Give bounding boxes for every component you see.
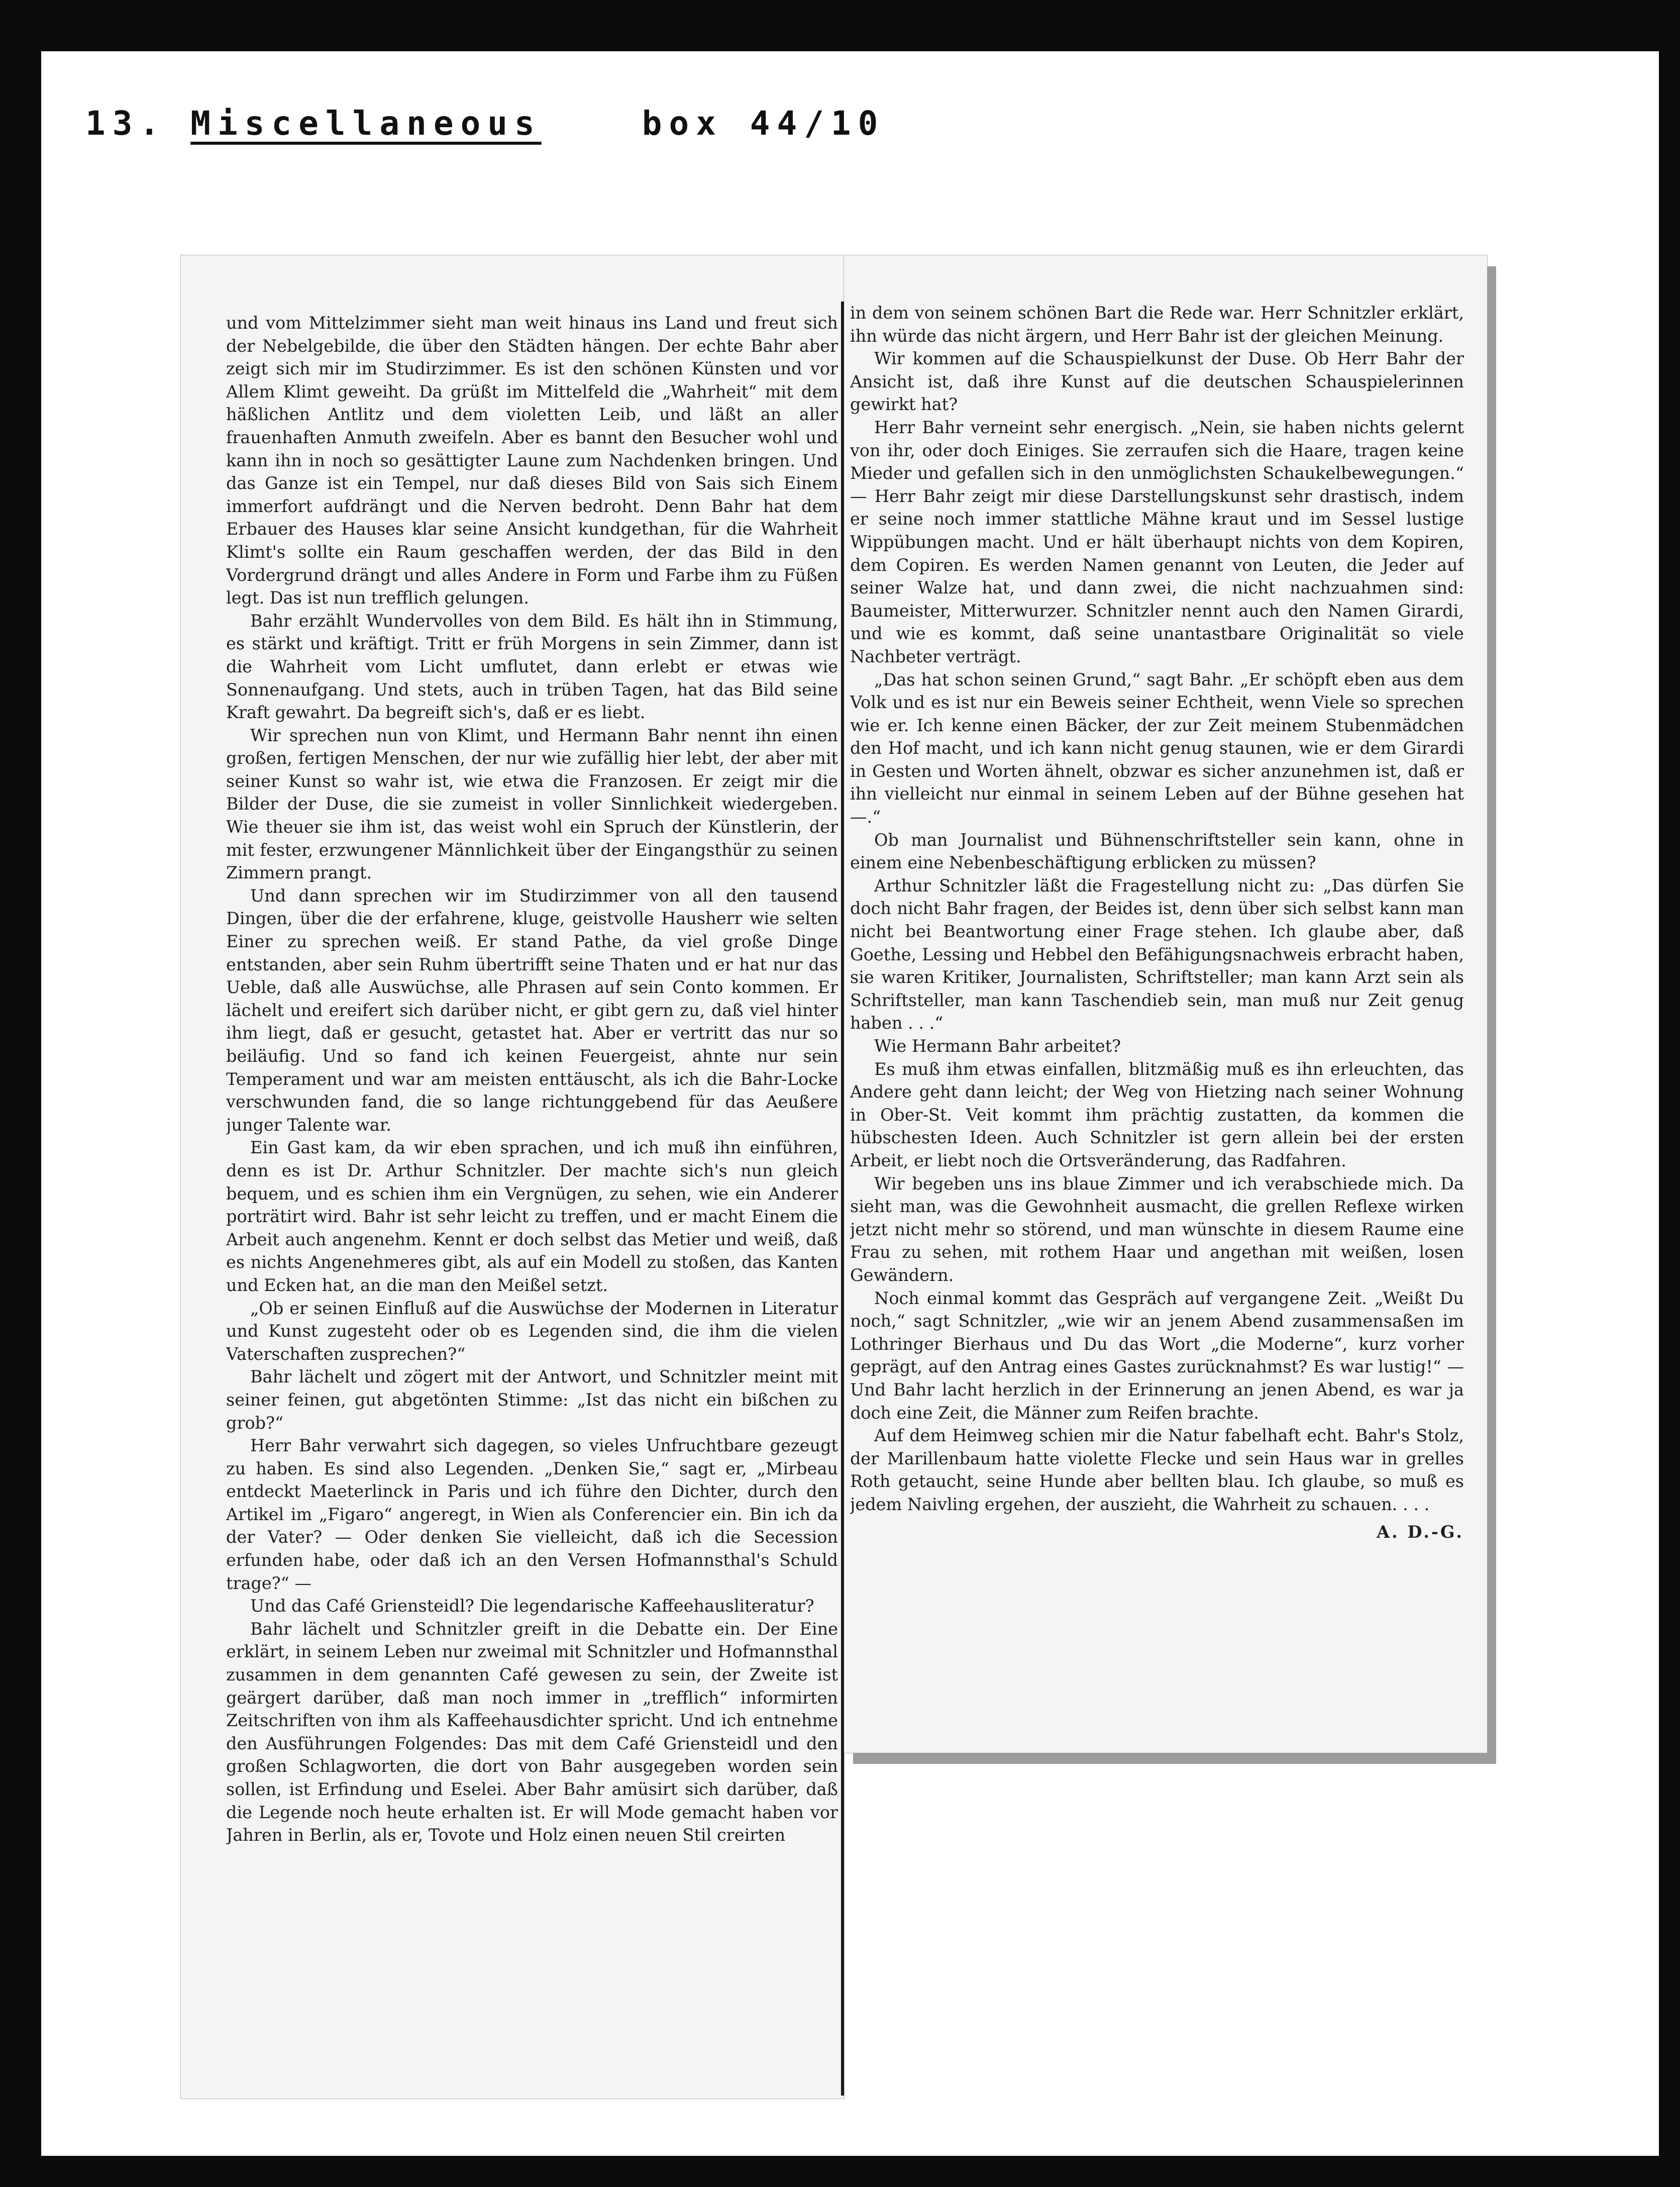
paragraph: Bahr lächelt und zögert mit der Antwort, und Schnitzler meint mit seiner feinen, gut abgetönten Stimme: „Ist das nicht ein bißchen zu grob?“ bbox=[226, 1367, 838, 1433]
article-column-2 bbox=[850, 302, 1464, 1749]
paragraph: Ob man Journalist und Bühnenschriftsteller sein kann, ohne in einem eine Nebenbeschäftigung erblicken zu müssen? bbox=[850, 830, 1464, 873]
clipping-cut-edge bbox=[841, 302, 844, 2096]
paragraph: Bahr lächelt und Schnitzler greift in die Debatte ein. Der Eine erklärt, in seinem Leben nur zweimal mit Schnitzler und Hofmannsthal zusammen in dem genannten Café gewesen zu sein, der Zweite ist geärgert darüber, daß man noch immer in „trefflich“ informirten Zeitschriften von ihm als Kaffeehausdichter spricht. Und ich entnehme den Ausführungen Folgendes: Das mit dem Café Griensteidl und den großen Schlagworten, die dort von Bahr ausgegeben worden sein sollen, ist Erfindung und Eselei. Aber Bahr amüsirt sich darüber, daß die Legende noch heute erhalten ist. Er will Mode gemacht haben vor Jahren in Berlin, als er, Tovote und Holz einen neuen Stil creirten bbox=[226, 1619, 838, 1845]
paragraph: Bahr erzählt Wundervolles von dem Bild. Es hält ihn in Stimmung, es stärkt und kräftigt. Tritt er früh Morgens in sein Zimmer, dann ist die Wahrheit vom Licht umflutet, dann erlebt er etwas wie Sonnenaufgang. Und stets, auch in trüben Tagen, hat das Bild seine Kraft gewahrt. Da begreift sich's, daß er es liebt. bbox=[226, 611, 838, 723]
paragraph: „Ob er seinen Einfluß auf die Auswüchse der Modernen in Literatur und Kunst zugesteht oder ob es Legenden sind, die ihm die vielen Vaterschaften zusprechen?“ bbox=[226, 1298, 838, 1364]
paragraph: Wie Hermann Bahr arbeitet? bbox=[874, 1036, 1121, 1056]
folder-number: 13. bbox=[85, 104, 167, 143]
paragraph: und vom Mittelzimmer sieht man weit hinaus ins Land und freut sich der Nebelgebilde, die über den Städten hängen. Der echte Bahr aber zeigt sich mir im Studirzimmer. Es ist den schönen Künsten und vor Allem Klimt geweiht. Da grüßt im Mittelfeld die „Wahrheit“ mit dem häßlichen Antlitz und dem violetten Leib, und läßt an aller frauenhaften Anmuth zweifeln. Aber es bannt den Besucher wohl und kann ihn in noch so gesättigter Laune zum Nachdenken bringen. Und das Ganze ist ein Tempel, nur daß dieses Bild von Sais sich Einem immerfort aufdrängt und die Nerven bedroht. Denn Bahr hat dem Erbauer des Hauses klar seine Ansicht kundgethan, für die Wahrheit Klimt's sollte ein Raum geschaffen werden, der das Bild in den Vordergrund drängt und alles Andere in Form und Farbe ihm zu Füßen legt. Das ist nun trefflich gelungen. bbox=[226, 313, 838, 608]
paragraph: „Das hat schon seinen Grund,“ sagt Bahr. „Er schöpft eben aus dem Volk und es ist nur ein Beweis seiner Echtheit, wenn Viele so sprechen wie er. Ich kenne einen Bäcker, der zur Zeit meinem Stubenmädchen den Hof macht, und ich kann nicht genug staunen, wie er dem Girardi in Gesten und Worten ähnelt, obzwar es sicher anzunehmen ist, daß er ihn vielleicht nur einmal in seinem Leben auf der Bühne gesehen hat —.“ bbox=[850, 669, 1464, 827]
paragraph: Auf dem Heimweg schien mir die Natur fabelhaft echt. Bahr's Stolz, der Marillenbaum hatte violette Flecke und sein Haus war in grelles Roth getaucht, seine Hunde aber bellten blau. Ich glaube, so muß es jedem Naivling ergehen, der auszieht, die Wahrheit zu schauen. . . . bbox=[850, 1426, 1464, 1514]
paragraph: Wir sprechen nun von Klimt, und Hermann Bahr nennt ihn einen großen, fertigen Menschen, der nur wie zufällig hier lebt, der aber mit seiner Kunst so wahr ist, wie etwa die Franzosen. Er zeigt mir die Bilder der Duse, die sie zumeist in voller Sinnlichkeit wiedergeben. Wie theuer sie ihm ist, das weist wohl ein Spruch der Künstlerin, der mit fester, erzwungener Männlichkeit über der Eingangsthür zu seinen Zimmern prangt. bbox=[226, 725, 838, 883]
paragraph: Ein Gast kam, da wir eben sprachen, und ich muß ihn einführen, denn es ist Dr. Arthur Schnitzler. Der machte sich's nun gleich bequem, und es schien ihm ein Vergnügen, zu sehen, wie ein Anderer porträtirt wird. Bahr ist sehr leicht zu treffen, und er macht Einem die Arbeit auch angenehm. Kennt er doch selbst das Metier und weiß, daß es nichts Angenehmeres gibt, als auf ein Modell zu stoßen, das Kanten und Ecken hat, an die man den Meißel setzt. bbox=[226, 1138, 838, 1295]
paragraph: Und dann sprechen wir im Studirzimmer von all den tausend Dingen, über die der erfahrene, kluge, geistvolle Hausherr wie selten Einer zu sprechen weiß. Er stand Pathe, da viel große Dinge entstanden, aber sein Ruhm übertrifft seine Thaten und er hat nur das Ueble, daß alle Auswüchse, alle Phrasen auf sein Conto kommen. Er lächelt und ereifert sich darüber nicht, er gibt gern zu, daß viel hinter ihm liegt, daß er gesucht, getastet hat. Aber er vertritt das nur so beiläufig. Und so fand ich keinen Feuergeist, ahnte nur sein Temperament und war am meisten enttäuscht, als ich die Bahr-Locke verschwunden fand, die so lange richtunggebend für das Aeußere junger Talente war. bbox=[226, 885, 838, 1135]
signature-line bbox=[850, 1521, 1464, 1544]
paragraph: Noch einmal kommt das Gespräch auf vergangene Zeit. „Weißt Du noch,“ sagt Schnitzler, „wie wir an jenem Abend zusammensaßen im Lothringer Bierhaus und Du das Wort „die Moderne“, kurz vorher geprägt, auf den Antrag eines Gastes zurücknahmst? Es war lustig!“ — Und Bahr lacht herzlich in der Erinnerung an jenen Abend, es war ja doch eine Zeit, die Männer zum Reifen brachte. bbox=[850, 1288, 1464, 1423]
paragraph: Wir kommen auf die Schauspielkunst der Duse. Ob Herr Bahr der Ansicht ist, daß ihre Kunst auf die deutschen Schauspielerinnen gewirkt hat? bbox=[850, 349, 1464, 415]
article-column-1 bbox=[226, 312, 838, 2091]
paragraph: Es muß ihm etwas einfallen, blitzmäßig muß es ihn erleuchten, das Andere geht dann leicht; der Weg von Hietzing nach seiner Wohnung in Ober-St. Veit kommt ihm prächtig zustatten, da kommen die hübschesten Ideen. Auch Schnitzler ist gern allein bei der ersten Arbeit, er liebt noch die Ortsveränderung, das Radfahren. bbox=[850, 1059, 1464, 1170]
paragraph: Herr Bahr verneint sehr energisch. „Nein, sie haben nichts gelernt von ihr, oder doch Einiges. Sie zerraufen sich die Haare, tragen keine Mieder und gefallen sich in den unmöglichsten Schaukelbewegungen.“ — Herr Bahr zeigt mir diese Darstellungskunst sehr drastisch, indem er seine noch immer stattliche Mähne kraut und im Sessel lustige Wippübungen macht. Und er hält überhaupt nichts von dem Kopiren, dem Copiren. Es werden Namen genannt von Leuten, die Jeder auf seiner Walze hat, und dann zwei, die nicht nachzuahmen sind: Baumeister, Mitterwurzer. Schnitzler nennt auch den Namen Girardi, und wie es kommt, daß seine unantastbare Originalität so viele Nachbeter verträgt. bbox=[850, 417, 1464, 666]
paragraph: Und das Café Griensteidl? Die legendarische Kaffeehausliteratur? bbox=[250, 1596, 814, 1616]
paragraph: Wir begeben uns ins blaue Zimmer und ich verabschiede mich. Da sieht man, was die Gewohnheit ausmacht, die grellen Reflexe wirken jetzt nicht mehr so störend, und man wünschte in diesem Raume eine Frau zu sehen, mit rothem Haar und angethan mit weißen, losen Gewändern. bbox=[850, 1173, 1464, 1285]
paragraph: in dem von seinem schönen Bart die Rede war. Herr Schnitzler erklärt, ihn würde das nicht ärgern, und Herr Bahr ist der gleichen Meinung. bbox=[850, 303, 1464, 346]
author-signature: A. D.-G. bbox=[1377, 1522, 1464, 1542]
paragraph: Arthur Schnitzler läßt die Fragestellung nicht zu: „Das dürfen Sie doch nicht Bahr fragen, der Beides ist, denn über sich selbst kann man nicht bei Beantwortung einer Frage stehen. Ich glaube aber, daß Goethe, Lessing und Hebbel den Befähigungsnachweis erbracht haben, sie waren Kritiker, Journalisten, Schriftsteller; man kann Arzt sein als Schriftsteller, man kann Taschendieb sein, man muß nur Zeit genug haben . . .“ bbox=[850, 875, 1464, 1033]
box-label: box 44/10 bbox=[642, 104, 885, 143]
folder-title: Miscellaneous bbox=[190, 104, 542, 143]
archive-header bbox=[85, 95, 885, 151]
paragraph: Herr Bahr verwahrt sich dagegen, so vieles Unfruchtbare gezeugt zu haben. Es sind also Legenden. „Denken Sie,“ sagt er, „Mirbeau entdeckt Maeterlinck in Paris und ich führe den Dichter, durch den Artikel im „Figaro“ angeregt, in Wien als Conferencier ein. Bin ich da der Vater? — Oder denken Sie vielleicht, daß ich die Secession erfunden habe, oder daß ich an den Versen Hofmannsthal's Schuld trage?“ — bbox=[226, 1436, 838, 1593]
